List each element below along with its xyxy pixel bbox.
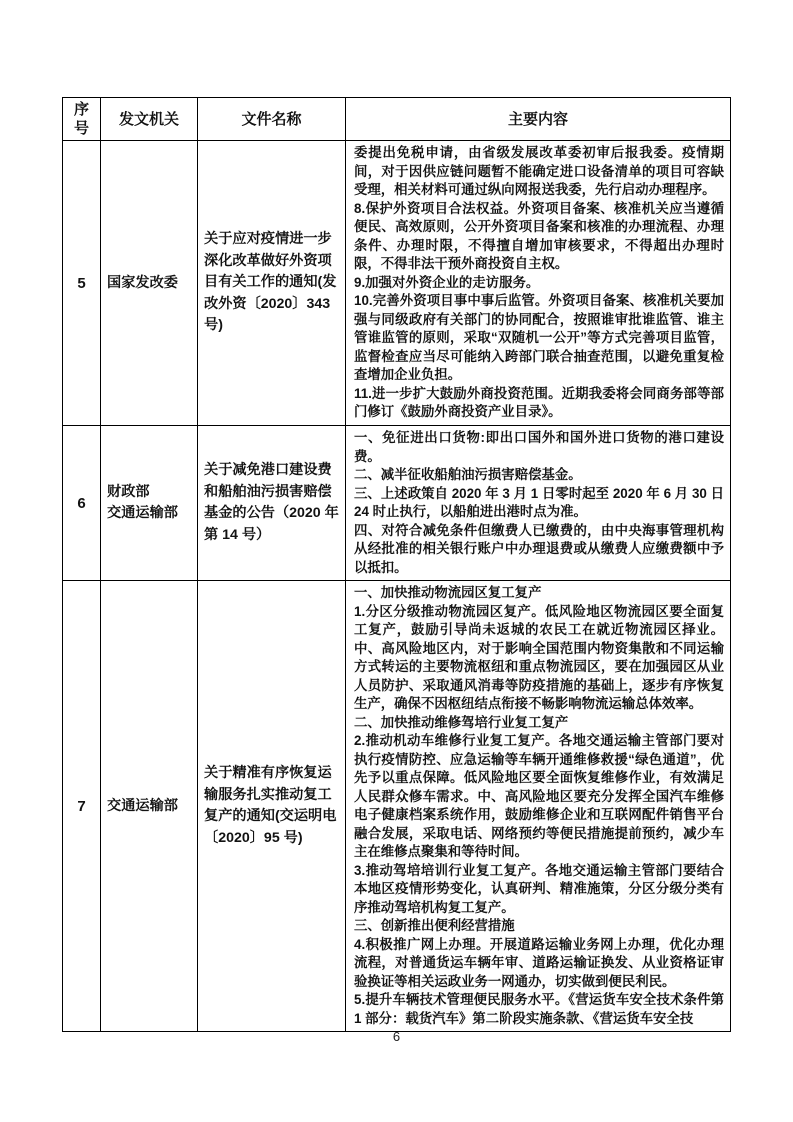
agency-line: 交通运输部 xyxy=(107,797,178,814)
header-main-content: 主要内容 xyxy=(346,98,731,141)
content-paragraph: 1.分区分级推动物流园区复产。低风险地区物流园区要全面复工复产，鼓励引导尚未返城的农民工在就近物流园区择业。中、高风险地区内，对于影响全国范围内物资集散和不同运输方式转运的主要物流枢纽和重点物流园区，要在加强园区从业人员防护、采取通风消毒等防疫措施的基础上，逐步有序恢复生产，确保不因枢纽结点衔接不畅影响物流运输总体效率。 xyxy=(354,603,724,711)
policy-documents-table xyxy=(62,97,731,1032)
content-paragraph: 10.完善外资项目事中事后监管。外资项目备案、核准机关要加强与同级政府有关部门的协同配合，按照谁审批谁监管、谁主管谁监管的原则，采取“双随机一公开”等方式完善项目监管，监督检查应当尽可能纳入跨部门联合抽查范围，以避免重复检查增加企业负担。 xyxy=(354,293,724,382)
row-main-content xyxy=(346,141,731,426)
row-issuing-agency xyxy=(101,141,198,426)
content-paragraph: 委提出免税申请，由省级发展改革委初审后报我委。疫情期间，对于因供应链问题暂不能确定进口设备清单的项目可容缺受理，相关材料可通过纵向网报送我委，先行启动办理程序。 xyxy=(354,145,724,197)
row-serial-number: 7 xyxy=(63,581,101,1032)
table-row xyxy=(63,141,731,426)
row-issuing-agency xyxy=(101,426,198,581)
agency-line: 交通运输部 xyxy=(107,505,178,521)
row-document-name: 关于应对疫情进一步深化改革做好外资项目有关工作的通知(发改外资〔2020〕343 号) xyxy=(198,141,346,426)
header-document-name: 文件名称 xyxy=(198,98,346,141)
agency-line: 财政部 xyxy=(107,484,150,500)
row-main-content xyxy=(346,426,731,581)
table-header-row xyxy=(63,98,731,141)
content-paragraph: 2.推动机动车维修行业复工复产。各地交通运输主管部门要对执行疫情防控、应急运输等车辆开通维修救援“绿色通道”，优先予以重点保障。低风险地区要全面恢复维修作业，有效满足人民群众修车需求。中、高风险地区要充分发挥全国汽车维修电子健康档案系统作用，鼓励维修企业和互联网配件销售平台融合发展，采取电话、网络预约等便民措施提前预约，减少车主在维修点聚集和等待时间。 xyxy=(354,733,724,859)
content-paragraph: 三、上述政策自 2020 年 3 月 1 日零时起至 2020 年 6 月 30 日 24 时止执行，以船舶进出港时点为准。 xyxy=(354,485,724,519)
content-paragraph: 二、加快推动维修驾培行业复工复产 xyxy=(354,714,569,730)
header-issuing-agency: 发文机关 xyxy=(101,98,198,141)
row-serial-number: 5 xyxy=(63,141,101,426)
content-paragraph: 三、创新推出便利经营措施 xyxy=(354,918,515,933)
agency-line: 国家发改委 xyxy=(107,274,178,291)
content-paragraph: 4.积极推广网上办理。开展道路运输业务网上办理，优化办理流程，对普通货运车辆年审、道路运输证换发、从业资格证审验换证等相关运政业务一网通办，切实做到便民利民。 xyxy=(354,936,724,989)
content-paragraph: 一、加快推动物流园区复工复产 xyxy=(354,585,542,600)
table-row xyxy=(63,581,731,1032)
row-issuing-agency xyxy=(101,581,198,1032)
content-paragraph: 9.加强对外资企业的走访服务。 xyxy=(354,274,540,290)
row-serial-number: 6 xyxy=(63,426,101,581)
content-paragraph: 5.提升车辆技术管理便民服务水平。《营运货车安全技术条件第 1 部分：载货汽车》第二阶段实施条款、《营运货车安全技 xyxy=(354,992,724,1026)
content-paragraph: 11.进一步扩大鼓励外商投资范围。近期我委将会同商务部等部门修订《鼓励外商投资产业目录》。 xyxy=(354,385,724,419)
row-document-name: 关于减免港口建设费和船舶油污损害赔偿基金的公告（2020 年第 14 号） xyxy=(198,426,346,581)
content-paragraph: 3.推动驾培培训行业复工复产。各地交通运输主管部门要结合本地区疫情形势变化，认真研判、精准施策，分区分级分类有序推动驾培机构复工复产。 xyxy=(354,862,724,915)
row-main-content xyxy=(346,581,731,1032)
header-serial-number: 序号 xyxy=(63,98,101,141)
content-paragraph: 8.保护外资项目合法权益。外资项目备案、核准机关应当遵循便民、高效原则，公开外资项目备案和核准的办理流程、办理条件、办理时限，不得擅自增加审核要求，不得超出办理时限，不得非法干预外商投资自主权。 xyxy=(354,200,724,271)
content-paragraph: 一、免征进出口货物:即出口国外和国外进口货物的港口建设费。 xyxy=(354,430,724,464)
content-paragraph: 二、减半征收船舶油污损害赔偿基金。 xyxy=(354,467,582,482)
table-row xyxy=(63,426,731,581)
row-document-name: 关于精准有序恢复运输服务扎实推动复工复产的通知(交运明电〔2020〕95 号) xyxy=(198,581,346,1032)
page-number: 6 xyxy=(392,1029,401,1044)
content-paragraph: 四、对符合减免条件但缴费人已缴费的，由中央海事管理机构从经批准的相关银行账户中办理退费或从缴费人应缴费额中予以抵扣。 xyxy=(354,522,724,575)
